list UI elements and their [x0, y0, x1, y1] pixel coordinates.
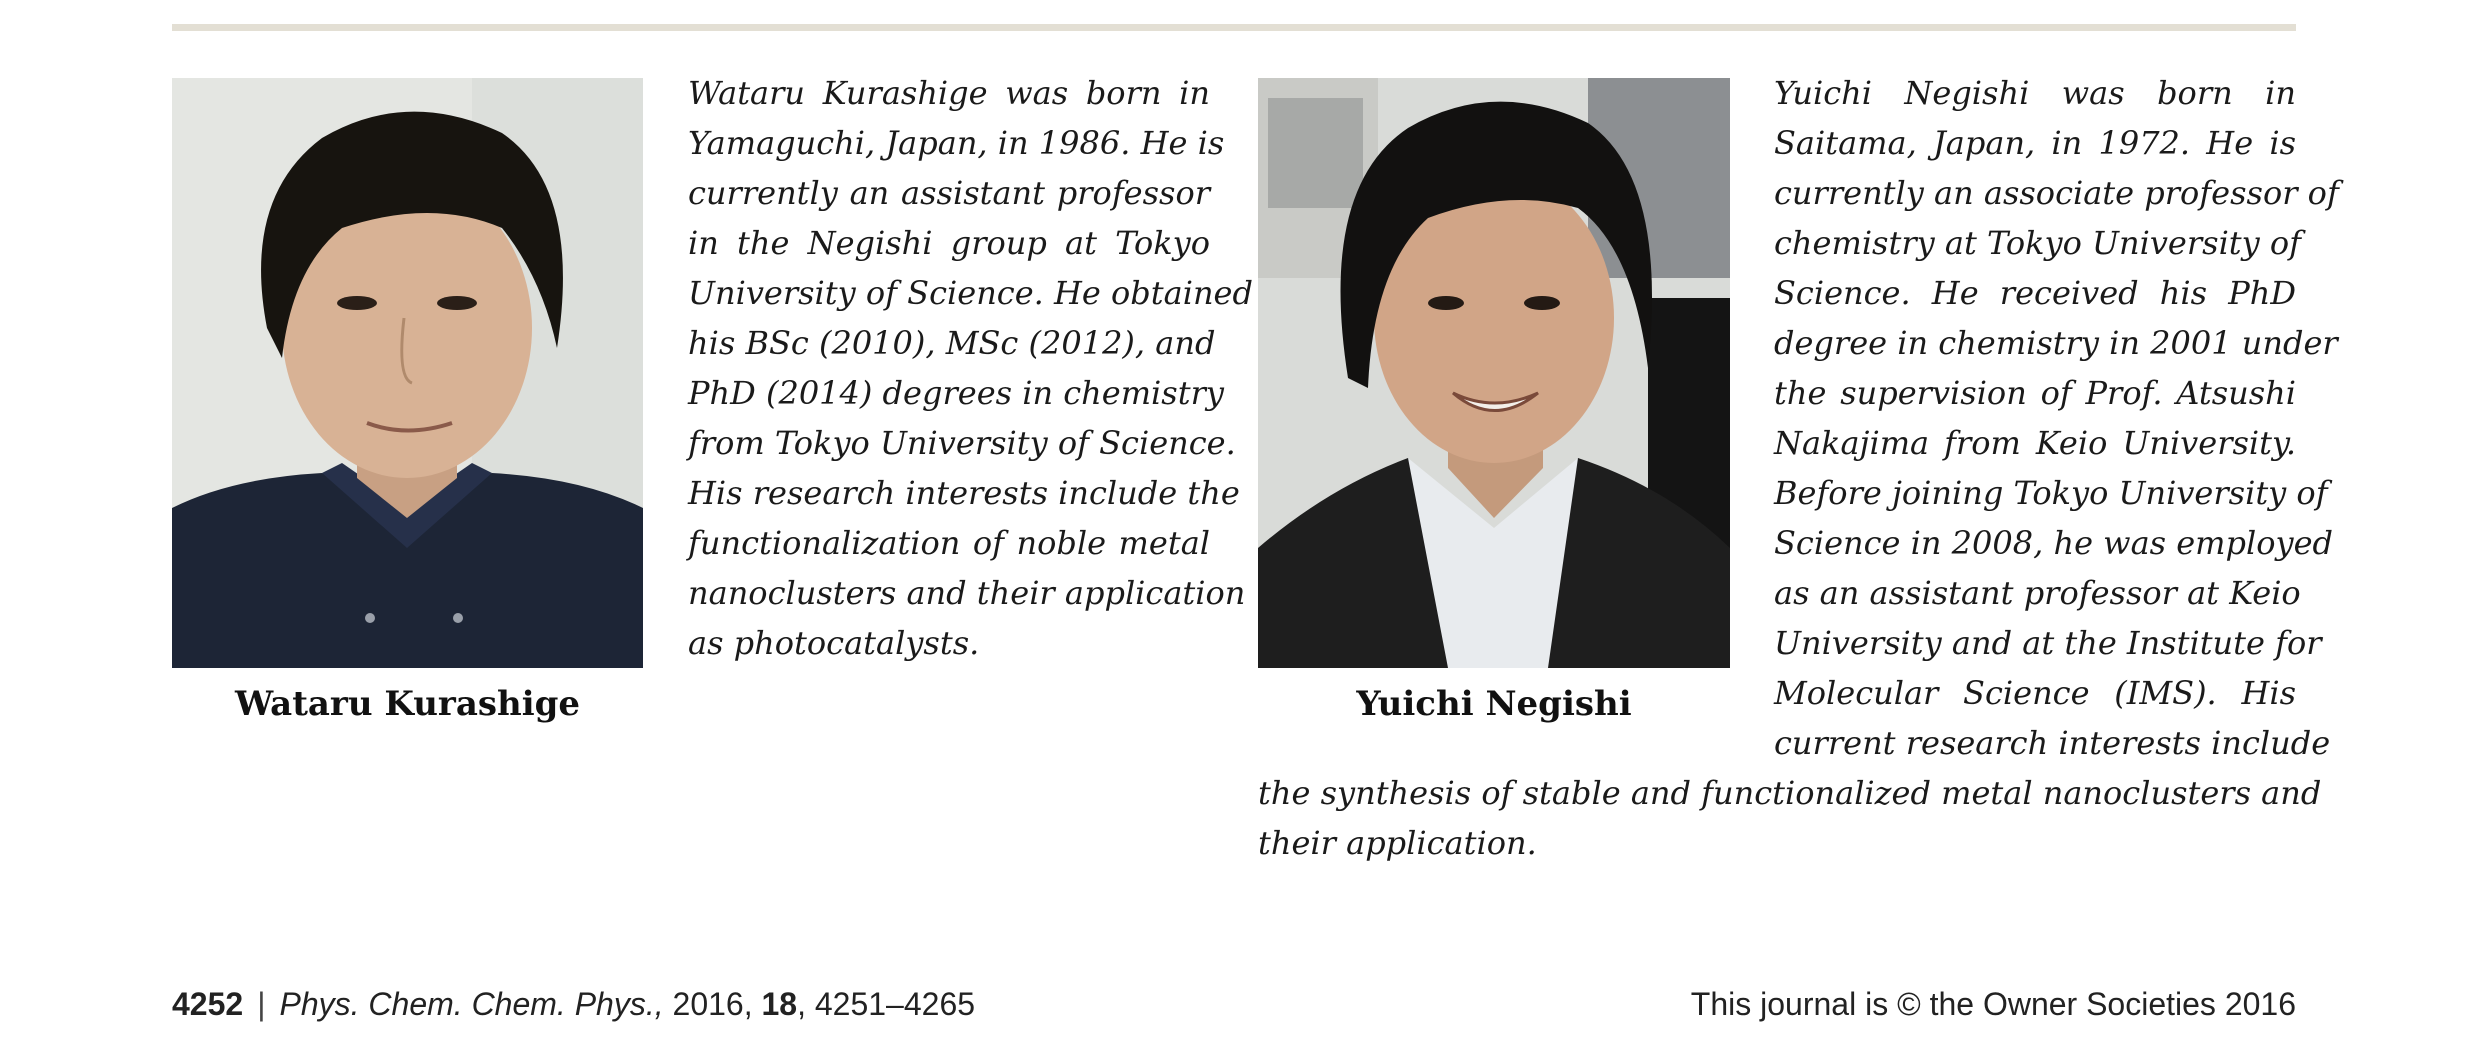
- bio-line: from Tokyo University of Science.: [688, 424, 1236, 462]
- bio-line: His research interests include the: [688, 474, 1240, 512]
- footer-copyright: This journal is © the Owner Societies 2016: [1690, 986, 2296, 1022]
- journal-pages: , 4251–4265: [797, 986, 976, 1022]
- bio-line: Yuichi Negishi was born in: [1774, 74, 2296, 112]
- journal-year: 2016,: [672, 986, 753, 1022]
- bio-line: University of Science. He obtained: [688, 274, 1253, 312]
- top-rule: [172, 24, 2296, 31]
- bio-line: current research interests include: [1774, 724, 2331, 762]
- author-biography: [688, 68, 1253, 668]
- bio-line: his BSc (2010), MSc (2012), and: [688, 324, 1216, 362]
- bio-line: Molecular Science (IMS). His: [1774, 674, 2296, 712]
- footer-separator: |: [257, 986, 266, 1022]
- bio-line: Wataru Kurashige was born in: [688, 74, 1210, 112]
- bio-line: the supervision of Prof. Atsushi: [1774, 374, 2296, 412]
- author-name-caption: Yuichi Negishi: [1356, 684, 1632, 724]
- journal-volume: 18: [761, 986, 798, 1022]
- bio-line: functionalization of noble metal: [688, 524, 1210, 562]
- portrait-photo-kurashige: [172, 78, 643, 668]
- bio-line: Science in 2008, he was employed: [1774, 524, 2333, 562]
- bio-line: their application.: [1258, 824, 1537, 862]
- bio-line: nanoclusters and their application: [688, 574, 1246, 612]
- bio-line: as photocatalysts.: [688, 624, 980, 662]
- portrait-photo-negishi: [1258, 78, 1730, 668]
- bio-line: PhD (2014) degrees in chemistry: [688, 374, 1224, 412]
- bio-line: as an assistant professor at Keio: [1774, 574, 2301, 612]
- bio-line: currently an associate professor of: [1774, 174, 2339, 212]
- page-number: 4252: [172, 986, 244, 1022]
- bio-line: chemistry at Tokyo University of: [1774, 224, 2302, 262]
- bio-line: degree in chemistry in 2001 under: [1774, 324, 2338, 362]
- author-biography: [1774, 68, 2339, 768]
- bio-line: Yamaguchi, Japan, in 1986. He is: [688, 124, 1225, 162]
- bio-line: in the Negishi group at Tokyo: [688, 224, 1210, 262]
- bio-line: Nakajima from Keio University.: [1774, 424, 2296, 462]
- bio-line: Science. He received his PhD: [1774, 274, 2296, 312]
- bio-line: currently an assistant professor: [688, 174, 1210, 212]
- author-biography-continued: [1258, 768, 2322, 868]
- footer-citation: [172, 986, 975, 1023]
- bio-line: Before joining Tokyo University of: [1774, 474, 2328, 512]
- journal-name: Phys. Chem. Chem. Phys.,: [279, 986, 664, 1022]
- bio-line: University and at the Institute for: [1774, 624, 2322, 662]
- bio-line: the synthesis of stable and functionalized metal nanoclusters and: [1258, 774, 2322, 812]
- author-name-caption: Wataru Kurashige: [234, 684, 581, 724]
- bio-line: Saitama, Japan, in 1972. He is: [1774, 124, 2296, 162]
